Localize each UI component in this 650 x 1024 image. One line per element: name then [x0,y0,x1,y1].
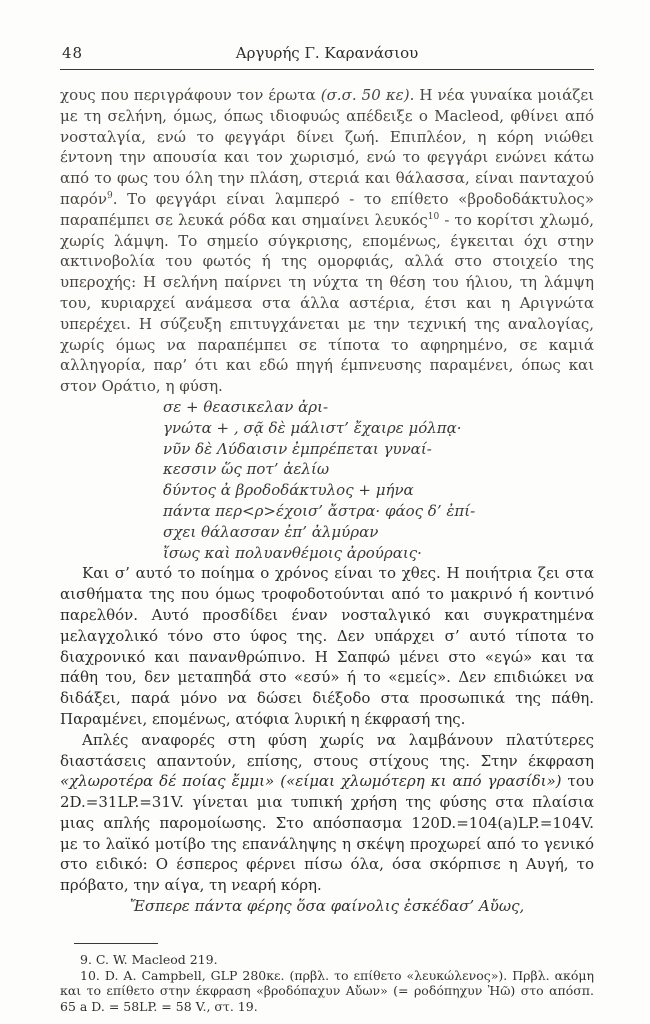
poem-line: νῦν δὲ Λύδαισιν ἐμπρέπεται γυναί- [163,439,432,458]
text-run: του 2D.=31LP.=31V. γίνεται μια τυπική χρήση της φύσης στα πλαίσια μιας απλής παρομοίωσης. Στο απόσπασμα 120D.=104(a)LP.=104V. με το λαϊκό μοτίβο της επανάληψης η σκέψη προχωρεί από το γενικό στο ειδικό: Ο έσπερος φέρνει πίσω όλα, όσα σκόρπισε η Αυγή, το πρόβατο, την αίγα, τη νεαρή κόρη. [60,772,594,895]
text-run: . Η νέα γυναίκα μοιάζει με τη σελήνη, όμως, όπως ιδιοφυώς απέδειξε ο Macleod, φθίνει από νοσταλγία, ενώ το φεγγάρι δίνει ζωή. Επιπλέον, η κόρη νιώθει έντονη την απουσία και τον χωρισμό, ενώ το φεγγάρι ενώνει κάτω από το φως του όλη την πλάση, στεριά και θάλασσα, είναι πανταχού παρόν [60,86,595,208]
footnote-ref-9: 9 [106,190,113,201]
running-header [60,44,594,66]
footnote-9: 9. C. W. Macleod 219. [80,951,218,967]
poem-line: κεσσιν ὥς ποτ’ ἀελίω [163,460,330,479]
paragraph-3 [60,730,594,896]
footnote-10: 10. D. A. Campbell, GLP 280κε. (πρβλ. το επίθετο «λευκώλενος»). Πρβλ. ακόμη και το επίθετο στην έκφραση «βροδόπαχυν Αὔων» (= ροδόπηχυν Ἠῶ) στο απόσπ. 65 a D. = 58LP. = 58 V., στ. 19. [60,967,594,1015]
footnote-rule [74,943,158,944]
poem-line: σε + θεασικελαν ἀρι- [163,397,329,416]
header-rule [60,69,594,70]
poem-line: σχει θάλασσαν ἐπ’ ἀλμύραν [163,522,379,541]
poem-line: γνώτα + , σᾷ δὲ μάλιστ’ ἔχαιρε μόλπᾳ· [163,418,462,437]
poem-line: πάντα περ<ρ>έχοισ’ ἄστρα· φάος δ’ ἐπί- [163,501,476,520]
verse-quote-line: Ἔσπερε πάντα φέρης ὅσα φαίνολις ἐσκέδασ’ Αὔως, [129,897,525,916]
text-run: χους που περιγράφουν τον έρωτα [60,86,321,104]
text-run: Απλές αναφορές στη φύση χωρίς να λαμβάνουν πλατύτερες διαστάσεις απαντούν, επίσης, στους στίχους της. Στην έκφραση [60,730,594,770]
paragraph-2: Και σ’ αυτό το ποίημα ο χρόνος είναι το χθες. Η ποιήτρια ζει στα αισθήματα της που όμως τροφοδοτούνται από το μακρινό ή κοντινό παρελθόν. Αυτό προσδίδει έναν νοσταλγικό και συγκρατημένα μελαγχολικό τόνο στο ύφος της. Δεν υπάρχει σ’ αυτό τίποτα το διαχρονικό και πανανθρώπινο. Η Σαπφώ μένει στο «εγώ» και τα πάθη του, δεν μεταπηδά στο «εσύ» ή το «εμείς». Δεν επιδιώκει να διδάξει, παρά μόνο να δώσει διέξοδο στα προσωπικά της πάθη. Παραμένει, επομένως, ατόφια λυρική η έκφρασή της. [60,564,594,728]
page-number: 48 [62,44,84,62]
main-text [60,85,594,917]
footnote-ref-10: 10 [427,211,440,222]
text-run-italic: (σ.σ. 50 κε) [320,86,410,104]
poem-quotation [163,397,594,563]
running-title: Αργυρής Γ. Καρανάσιου [235,44,419,62]
text-run-italic: «χλωροτέρα δέ ποίας ἔμμι» («είμαι χλωμότερη κι από γρασίδι») [60,772,562,791]
text-run: . Το φεγγάρι είναι λαμπερό - το επίθετο «βροδοδάκτυλος» παραπέμπει σε λευκά ρόδα και σημαίνει λευκός [60,189,594,229]
poem-line: ἴσως καὶ πολυανθέμοις ἀρούραις· [163,543,422,562]
paragraph-1 [60,85,594,397]
poem-line: δύντος ἀ βροδοδάκτυλος + μήνα [163,481,414,500]
text-run: - το κορίτσι χλωμό, χωρίς λάμψη. Το σημείο σύγκρισης, επομένως, έγκειται όχι στην ακτινοβολία του φωτός ή της ομορφιάς, αλλά στο στοιχείο της υπεροχής: Η σελήνη παίρνει τη νύχτα τη θέση του ήλιου, τη λάμψη του, κυριαρχεί ανάμεσα στα άλλα αστέρια, έτσι και η Αριγνώτα υπερέχει. Η σύζευξη επιτυγχάνεται με την τεχνική της αναλογίας, χωρίς όμως να παραπέμπει σε τίποτα το αφηρημένο, σε καμιά αλληγορία, παρ’ ότι και εδώ πηγή έμπνευσης παραμένει, όπως και στον Οράτιο, η φύση. [60,210,594,396]
footnote-area [60,943,594,1015]
